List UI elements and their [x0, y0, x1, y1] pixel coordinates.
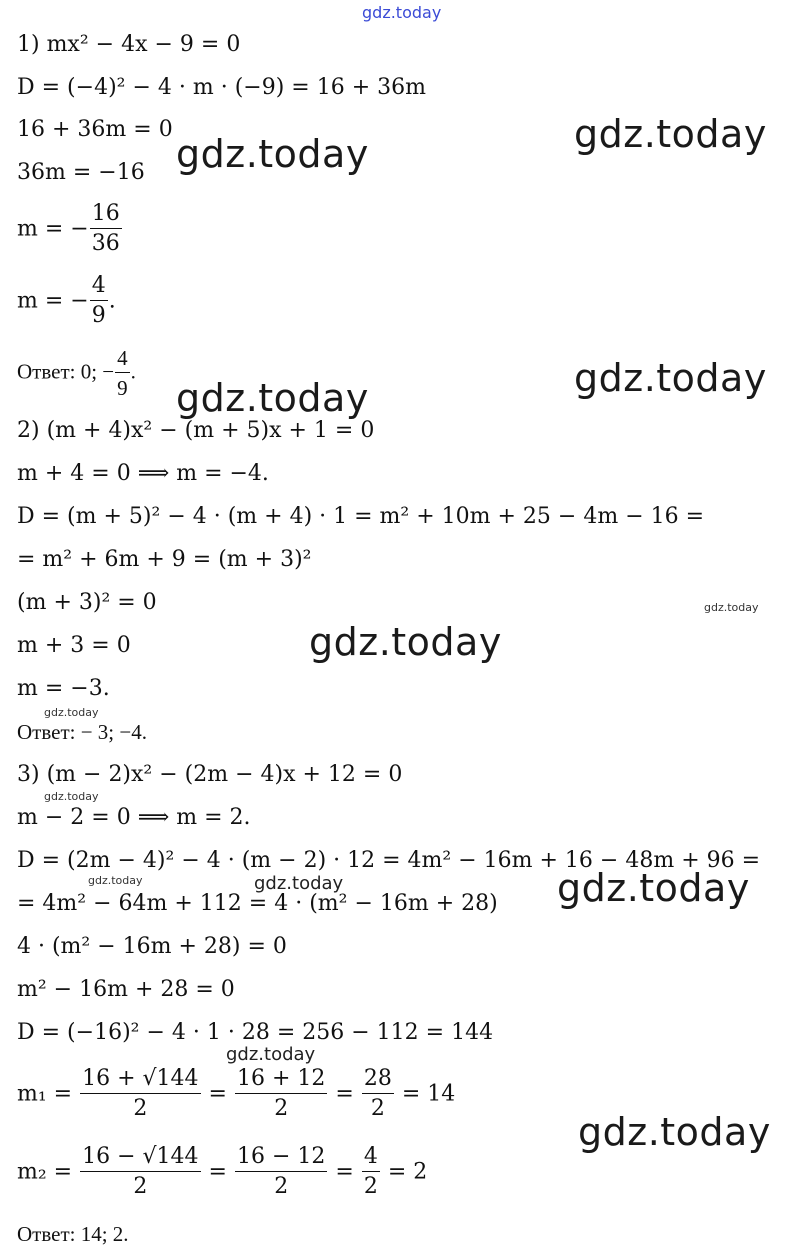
- watermark: gdz.today: [176, 132, 369, 176]
- watermark: gdz.today: [176, 376, 369, 420]
- watermark: gdz.today: [704, 601, 759, 614]
- answer-1: Ответ: 0; − $\frac{4}{9}$ .: [17, 344, 136, 403]
- watermark: gdz.today: [309, 620, 502, 664]
- step: = m² + 6m + 9 = (m + 3)²: [17, 547, 312, 572]
- fraction: $\frac{16}{36}$: [91, 201, 120, 256]
- step: m + 4 = 0 ⟹ m = −4.: [17, 461, 269, 486]
- equation-1: 1) mx² − 4x − 9 = 0: [17, 32, 241, 57]
- answer-3: Ответ: 14; 2.: [17, 1222, 129, 1246]
- watermark: gdz.today: [254, 873, 344, 894]
- answer-2: Ответ: − 3; −4.: [17, 720, 147, 744]
- discriminant-3: D = (2m − 4)² − 4 · (m − 2) · 12 = 4m² − 16m + 16 − 48m + 96 =: [17, 848, 761, 873]
- step: 16 + 36m = 0: [17, 117, 173, 142]
- watermark: gdz.today: [88, 874, 143, 887]
- watermark: gdz.today: [574, 356, 767, 400]
- fraction: $\frac{28}{2}$: [363, 1066, 392, 1121]
- discriminant-2: D = (m + 5)² − 4 · (m + 4) · 1 = m² + 10m + 25 − 4m − 16 =: [17, 504, 705, 529]
- watermark: gdz.today: [557, 866, 750, 910]
- root-1: m₁ = $\frac{16 + √144}{2}$ = $\frac{16 + 12}{2}$ = $\frac{28}{2}$ = 14: [17, 1065, 455, 1124]
- fraction: $\frac{16 - 12}{2}$: [236, 1144, 326, 1199]
- equation-3: 3) (m − 2)x² − (2m − 4)x + 12 = 0: [17, 762, 403, 787]
- step: m + 3 = 0: [17, 633, 131, 658]
- fraction: $\frac{16 + 12}{2}$: [236, 1066, 326, 1121]
- fraction-step: m = − $\frac{4}{9}$ .: [17, 272, 116, 331]
- step: 4 · (m² − 16m + 28) = 0: [17, 934, 287, 959]
- equation-2: 2) (m + 4)x² − (m + 5)x + 1 = 0: [17, 418, 375, 443]
- fraction-step: m = − $\frac{16}{36}$: [17, 200, 123, 259]
- discriminant-1: D = (−4)² − 4 · m · (−9) = 16 + 36m: [17, 75, 426, 100]
- discriminant-4: D = (−16)² − 4 · 1 · 28 = 256 − 112 = 144: [17, 1020, 494, 1045]
- fraction: $\frac{16 - √144}{2}$: [82, 1144, 199, 1199]
- step: m = −3.: [17, 676, 110, 701]
- step: m − 2 = 0 ⟹ m = 2.: [17, 805, 251, 830]
- step: m² − 16m + 28 = 0: [17, 977, 235, 1002]
- step: = 4m² − 64m + 112 = 4 · (m² − 16m + 28): [17, 891, 498, 916]
- fraction: $\frac{4}{9}$: [117, 346, 128, 400]
- watermark: gdz.today: [44, 790, 99, 803]
- fraction: $\frac{4}{9}$: [91, 273, 106, 328]
- fraction: $\frac{16 + √144}{2}$: [82, 1066, 199, 1121]
- step: 36m = −16: [17, 160, 145, 185]
- root-2: m₂ = $\frac{16 - √144}{2}$ = $\frac{16 - 12}{2}$ = $\frac{4}{2}$ = 2: [17, 1143, 427, 1202]
- watermark: gdz.today: [226, 1044, 316, 1065]
- watermark: gdz.today: [574, 112, 767, 156]
- fraction: $\frac{4}{2}$: [363, 1144, 378, 1199]
- watermark-top: gdz.today: [362, 3, 442, 22]
- step: (m + 3)² = 0: [17, 590, 157, 615]
- watermark: gdz.today: [578, 1110, 771, 1154]
- watermark: gdz.today: [44, 706, 99, 719]
